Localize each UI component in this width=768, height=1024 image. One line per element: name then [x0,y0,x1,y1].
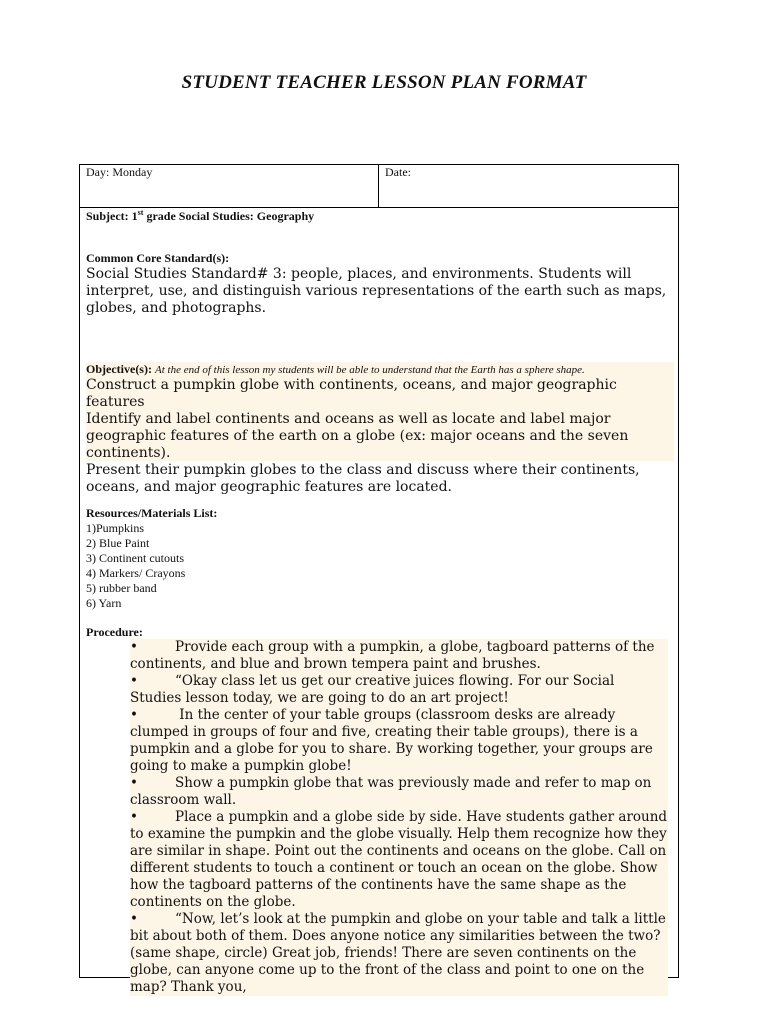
subject-sup: st [137,208,144,217]
bullet-icon: • [130,639,138,655]
bullet-icon: • [130,673,138,689]
bullet-icon: • [130,911,138,927]
resource-item: 2) Blue Paint [86,536,150,550]
date-cell [379,165,678,207]
procedure-step: • Show a pumpkin globe that was previously made and refer to map on classroom wall. [130,775,652,808]
objectives-heading: Objective(s): [86,362,152,376]
day-cell [80,165,379,207]
objectives-block [86,362,674,495]
subject-suffix: grade Social Studies: Geography [143,209,315,223]
document-title: STUDENT TEACHER LESSON PLAN FORMAT [181,72,587,93]
procedure-heading: Procedure: [86,625,143,639]
procedure-step: • Place a pumpkin and a globe side by side. Have students gather around to examine the pumpkin and the globe visually. Help them recognize how they are similar in shape. Point out the continents and oceans on the globe. Call on different students to touch a continent or touch an ocean on the globe. Show how the tagboard patterns of the continents have the same shape as the continents on the globe. [130,809,668,910]
resource-item: 4) Markers/ Crayons [86,566,186,580]
objective-item: Identify and label continents and oceans as well as locate and label major geographic features of the earth on a globe (ex: major oceans and the seven continents). [86,411,629,461]
date-label: Date: [385,165,411,179]
lesson-plan-table [79,164,679,995]
resource-item: 5) rubber band [86,581,157,595]
procedure-step: • In the center of your table groups (classroom desks are already clumped in groups of four and five, creating their table groups), there is a pumpkin and a globe for you to share. By working together, your groups are going to make a pumpkin globe! [130,707,653,774]
procedure-steps [130,639,668,996]
resource-item: 1)Pumpkins [86,521,145,535]
standards-heading: Common Core Standard(s): [86,251,230,265]
subject-prefix: Subject: 1 [86,209,138,223]
standards-text: Social Studies Standard# 3: people, places, and environments. Students will interpret, use, and distinguish various representations of the earth such as maps, globes, and photographs. [86,266,667,316]
procedure-step: • “Now, let’s look at the pumpkin and globe on your table and talk a little bit about both of them. Does anyone notice any similarities between the two? (same shape, circle) Great job, friends! There are seven continents on the globe, can anyone come up to the front of the class and point to one on the map? Thank you, [130,911,666,995]
procedure-step: • Provide each group with a pumpkin, a globe, tagboard patterns of the continents, and blue and brown tempera paint and brushes. [130,639,655,672]
bullet-icon: • [130,809,138,825]
objectives-heading-line [86,362,674,377]
bullet-icon: • [130,707,138,723]
day-date-row [80,165,678,208]
objectives-intro: At the end of this lesson my students will be able to understand that the Earth has a sphere shape. [154,364,585,376]
subject-line [86,208,674,224]
day-label: Day: Monday [86,165,153,179]
resource-item: 3) Continent cutouts [86,551,184,565]
resources-list [86,521,674,611]
resource-item: 6) Yarn [86,596,122,610]
procedure-step: • “Okay class let us get our creative juices flowing. For our Social Studies lesson today, we are going to do an art project! [130,673,615,706]
objective-item: Construct a pumpkin globe with continents, oceans, and major geographic features [86,377,617,410]
bullet-icon: • [130,775,138,791]
resources-heading: Resources/Materials List: [86,506,218,520]
objective-item: Present their pumpkin globes to the class and discuss where their continents, oceans, and major geographic features are located. [86,462,640,495]
